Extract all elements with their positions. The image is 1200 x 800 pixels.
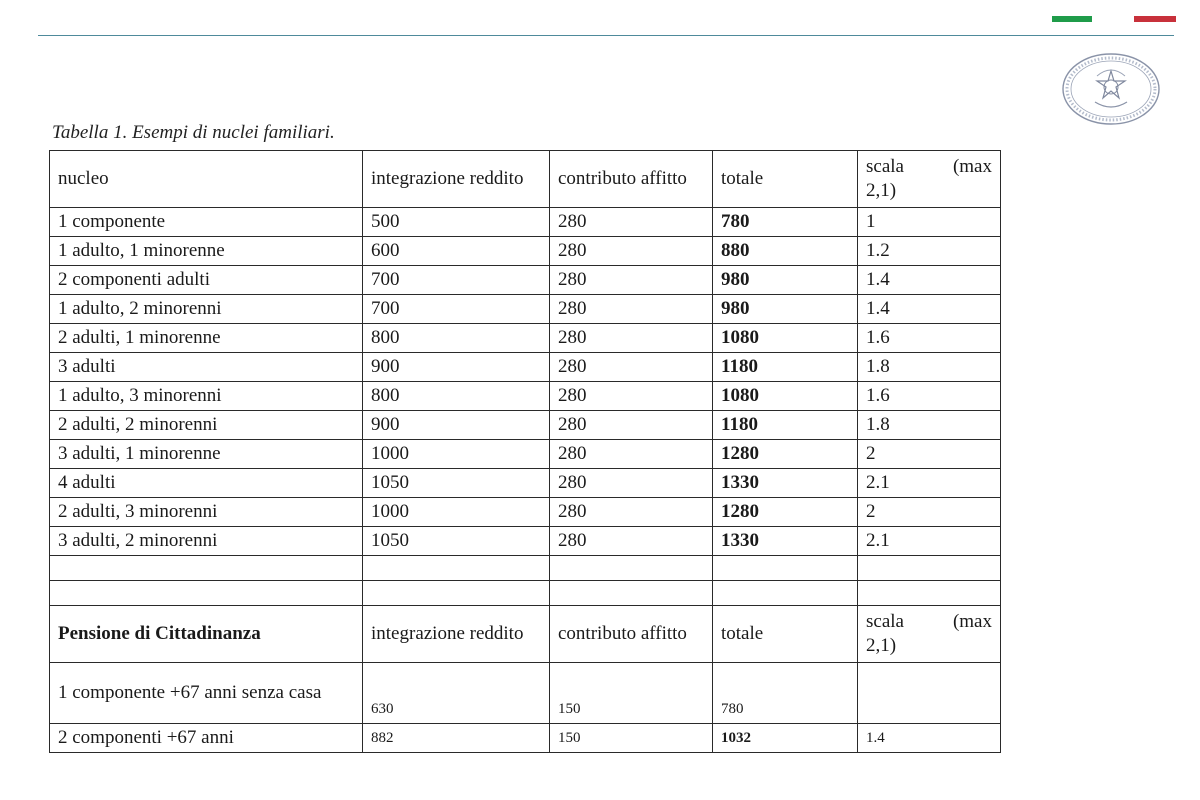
table-row — [50, 295, 1001, 324]
table-row — [50, 208, 1001, 237]
cell-scala: 2 — [858, 440, 1001, 469]
cell-totale: 1280 — [713, 440, 858, 469]
cell-integrazione: 800 — [363, 382, 550, 411]
cell-nucleo: 2 adulti, 3 minorenni — [50, 498, 363, 527]
cell-nucleo: 3 adulti — [50, 353, 363, 382]
empty-cell — [550, 581, 713, 606]
table-row — [50, 266, 1001, 295]
table-row — [50, 498, 1001, 527]
pension-header-integrazione: integrazione reddito — [363, 606, 550, 663]
cell-nucleo: 3 adulti, 1 minorenne — [50, 440, 363, 469]
pension-cell-scala — [858, 663, 1001, 724]
header-scala-value: 2,1) — [866, 180, 897, 201]
pension-cell-scala: 1.4 — [858, 724, 1001, 753]
cell-nucleo: 2 adulti, 2 minorenni — [50, 411, 363, 440]
pension-row — [50, 663, 1001, 724]
cell-scala: 1 — [858, 208, 1001, 237]
table-row — [50, 324, 1001, 353]
state-seal-icon — [1061, 52, 1161, 126]
cell-scala: 1.4 — [858, 266, 1001, 295]
cell-totale: 880 — [713, 237, 858, 266]
cell-integrazione: 800 — [363, 324, 550, 353]
cell-integrazione: 900 — [363, 353, 550, 382]
cell-nucleo: 4 adulti — [50, 469, 363, 498]
empty-row — [50, 581, 1001, 606]
cell-totale: 1180 — [713, 353, 858, 382]
cell-contributo: 280 — [550, 208, 713, 237]
cell-contributo: 280 — [550, 527, 713, 556]
cell-totale: 1180 — [713, 411, 858, 440]
pension-cell-totale: 1032 — [713, 724, 858, 753]
cell-totale: 1330 — [713, 527, 858, 556]
cell-contributo: 280 — [550, 440, 713, 469]
cell-totale: 1330 — [713, 469, 858, 498]
pension-header-title: Pensione di Cittadinanza — [50, 606, 363, 663]
cell-totale: 1080 — [713, 324, 858, 353]
cell-nucleo: 1 componente — [50, 208, 363, 237]
cell-contributo: 280 — [550, 295, 713, 324]
cell-integrazione: 1000 — [363, 440, 550, 469]
pension-header-contributo: contributo affitto — [550, 606, 713, 663]
header-totale: totale — [713, 151, 858, 208]
cell-totale: 980 — [713, 295, 858, 324]
cell-totale: 1080 — [713, 382, 858, 411]
cell-contributo: 280 — [550, 324, 713, 353]
empty-cell — [50, 581, 363, 606]
empty-cell — [858, 581, 1001, 606]
table-row — [50, 353, 1001, 382]
cell-nucleo: 1 adulto, 1 minorenne — [50, 237, 363, 266]
cell-scala: 1.2 — [858, 237, 1001, 266]
cell-scala: 2 — [858, 498, 1001, 527]
empty-cell — [363, 556, 550, 581]
flag-red-bar — [1134, 16, 1176, 22]
pension-cell-nucleo: 2 componenti +67 anni — [50, 724, 363, 753]
pension-scala-max: (max — [952, 611, 992, 632]
pension-cell-integrazione: 630 — [363, 663, 550, 724]
cell-contributo: 280 — [550, 382, 713, 411]
cell-totale: 1280 — [713, 498, 858, 527]
household-table — [49, 150, 1001, 753]
pension-cell-nucleo: 1 componente +67 anni senza casa — [50, 663, 363, 724]
pension-cell-contributo: 150 — [550, 724, 713, 753]
empty-cell — [858, 556, 1001, 581]
table-row — [50, 469, 1001, 498]
empty-cell — [363, 581, 550, 606]
cell-scala: 1.4 — [858, 295, 1001, 324]
header-scala-word: scala — [866, 156, 904, 177]
cell-nucleo: 1 adulto, 2 minorenni — [50, 295, 363, 324]
cell-integrazione: 1050 — [363, 527, 550, 556]
empty-cell — [713, 581, 858, 606]
cell-totale: 780 — [713, 208, 858, 237]
cell-nucleo: 3 adulti, 2 minorenni — [50, 527, 363, 556]
empty-cell — [713, 556, 858, 581]
cell-nucleo: 1 adulto, 3 minorenni — [50, 382, 363, 411]
empty-row — [50, 556, 1001, 581]
cell-scala: 2.1 — [858, 527, 1001, 556]
pension-header-scala — [858, 606, 1001, 663]
header-scala-max: (max — [952, 156, 992, 177]
empty-cell — [550, 556, 713, 581]
pension-header-totale: totale — [713, 606, 858, 663]
flag-green-bar — [1052, 16, 1092, 22]
pension-cell-integrazione: 882 — [363, 724, 550, 753]
pension-header-row — [50, 606, 1001, 663]
table-caption: Tabella 1. Esempi di nuclei familiari. — [52, 122, 335, 143]
cell-contributo: 280 — [550, 411, 713, 440]
empty-cell — [50, 556, 363, 581]
pension-row — [50, 724, 1001, 753]
cell-nucleo: 2 adulti, 1 minorenne — [50, 324, 363, 353]
cell-integrazione: 1050 — [363, 469, 550, 498]
cell-integrazione: 700 — [363, 266, 550, 295]
pension-cell-totale: 780 — [713, 663, 858, 724]
cell-scala: 1.8 — [858, 353, 1001, 382]
pension-scala-word: scala — [866, 611, 904, 632]
cell-scala: 1.8 — [858, 411, 1001, 440]
cell-contributo: 280 — [550, 237, 713, 266]
cell-scala: 2.1 — [858, 469, 1001, 498]
cell-integrazione: 700 — [363, 295, 550, 324]
header-integrazione: integrazione reddito — [363, 151, 550, 208]
cell-contributo: 280 — [550, 469, 713, 498]
cell-scala: 1.6 — [858, 382, 1001, 411]
cell-integrazione: 900 — [363, 411, 550, 440]
cell-integrazione: 500 — [363, 208, 550, 237]
cell-scala: 1.6 — [858, 324, 1001, 353]
header-divider — [38, 35, 1174, 36]
cell-integrazione: 1000 — [363, 498, 550, 527]
cell-contributo: 280 — [550, 266, 713, 295]
table-row — [50, 527, 1001, 556]
table-header-row — [50, 151, 1001, 208]
pension-cell-contributo: 150 — [550, 663, 713, 724]
table-row — [50, 237, 1001, 266]
pension-scala-value: 2,1) — [866, 635, 897, 656]
header-nucleo: nucleo — [50, 151, 363, 208]
cell-totale: 980 — [713, 266, 858, 295]
cell-contributo: 280 — [550, 353, 713, 382]
table-row — [50, 382, 1001, 411]
header-contributo: contributo affitto — [550, 151, 713, 208]
cell-nucleo: 2 componenti adulti — [50, 266, 363, 295]
cell-contributo: 280 — [550, 498, 713, 527]
table-row — [50, 440, 1001, 469]
header-scala — [858, 151, 1001, 208]
cell-integrazione: 600 — [363, 237, 550, 266]
table-row — [50, 411, 1001, 440]
